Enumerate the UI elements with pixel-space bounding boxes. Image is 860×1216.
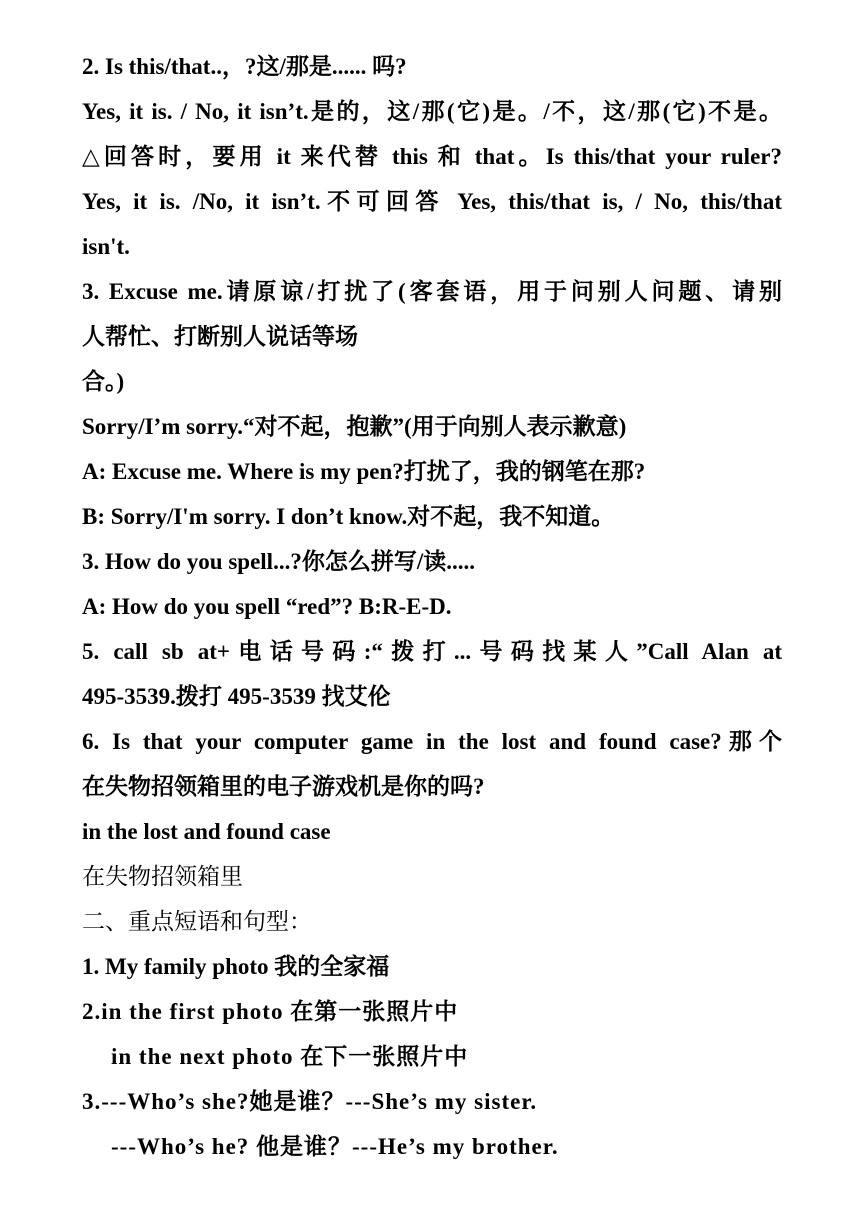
line-sorry: Sorry/I’m sorry.“对不起，抱歉”(用于向别人表示歉意) [82,414,627,439]
line-lost-found-translation: 在失物招领箱里的电子游戏机是你的吗? [82,774,485,799]
line-excuse-me: 3. Excuse me.请原谅/打扰了(客套语，用于问别人问题、请别 [82,279,782,304]
line-how-spell: 3. How do you spell...?你怎么拼写/读..... [82,549,475,574]
section-heading-key-phrases: 二、重点短语和句型： [82,909,312,934]
line-spell-example: A: How do you spell “red”? B:R-E-D. [82,594,452,619]
line-who-is-she: 3.---Who’s she?她是谁？---She’s my sister. [82,1089,538,1114]
line-lost-found-phrase: in the lost and found case [82,819,331,844]
line-excuse-me-cont: 人帮忙、打断别人说话等场 [82,324,358,349]
line-call-number: 495-3539.拨打 495-3539 找艾伦 [82,684,391,709]
line-is-this-that: 2. Is this/that..，?这/那是...... 吗? [82,54,407,79]
line-first-photo: 2.in the first photo 在第一张照片中 [82,999,459,1024]
line-dialog-b: B: Sorry/I'm sorry. I don’t know.对不起，我不知道。 [82,504,615,529]
line-cannot-answer: Yes, it is. /No, it isn’t.不可回答 Yes, this/that is, / No, this/that [82,189,782,214]
line-who-is-he: ---Who’s he? 他是谁？---He’s my brother. [111,1134,559,1159]
line-lost-found-phrase-cn: 在失物招领箱里 [82,864,243,889]
line-next-photo: in the next photo 在下一张照片中 [111,1044,469,1069]
line-isnt: isn't. [82,234,130,259]
line-dialog-a: A: Excuse me. Where is my pen?打扰了，我的钢笔在那? [82,459,646,484]
line-excuse-me-end: 合。) [82,369,125,394]
line-family-photo: 1. My family photo 我的全家福 [82,954,390,979]
line-lost-found-question: 6. Is that your computer game in the lost and found case?那个 [82,729,782,754]
line-answer-note: △回答时，要用 it 来代替 this 和 that。Is this/that your ruler? [82,144,782,169]
line-call-sb: 5. call sb at+电话号码:“拨打...号码找某人”Call Alan at [82,639,782,664]
line-yes-it-is: Yes, it is. / No, it isn’t.是的，这/那(它)是。/不，这/那(它)不是。 [82,99,782,124]
